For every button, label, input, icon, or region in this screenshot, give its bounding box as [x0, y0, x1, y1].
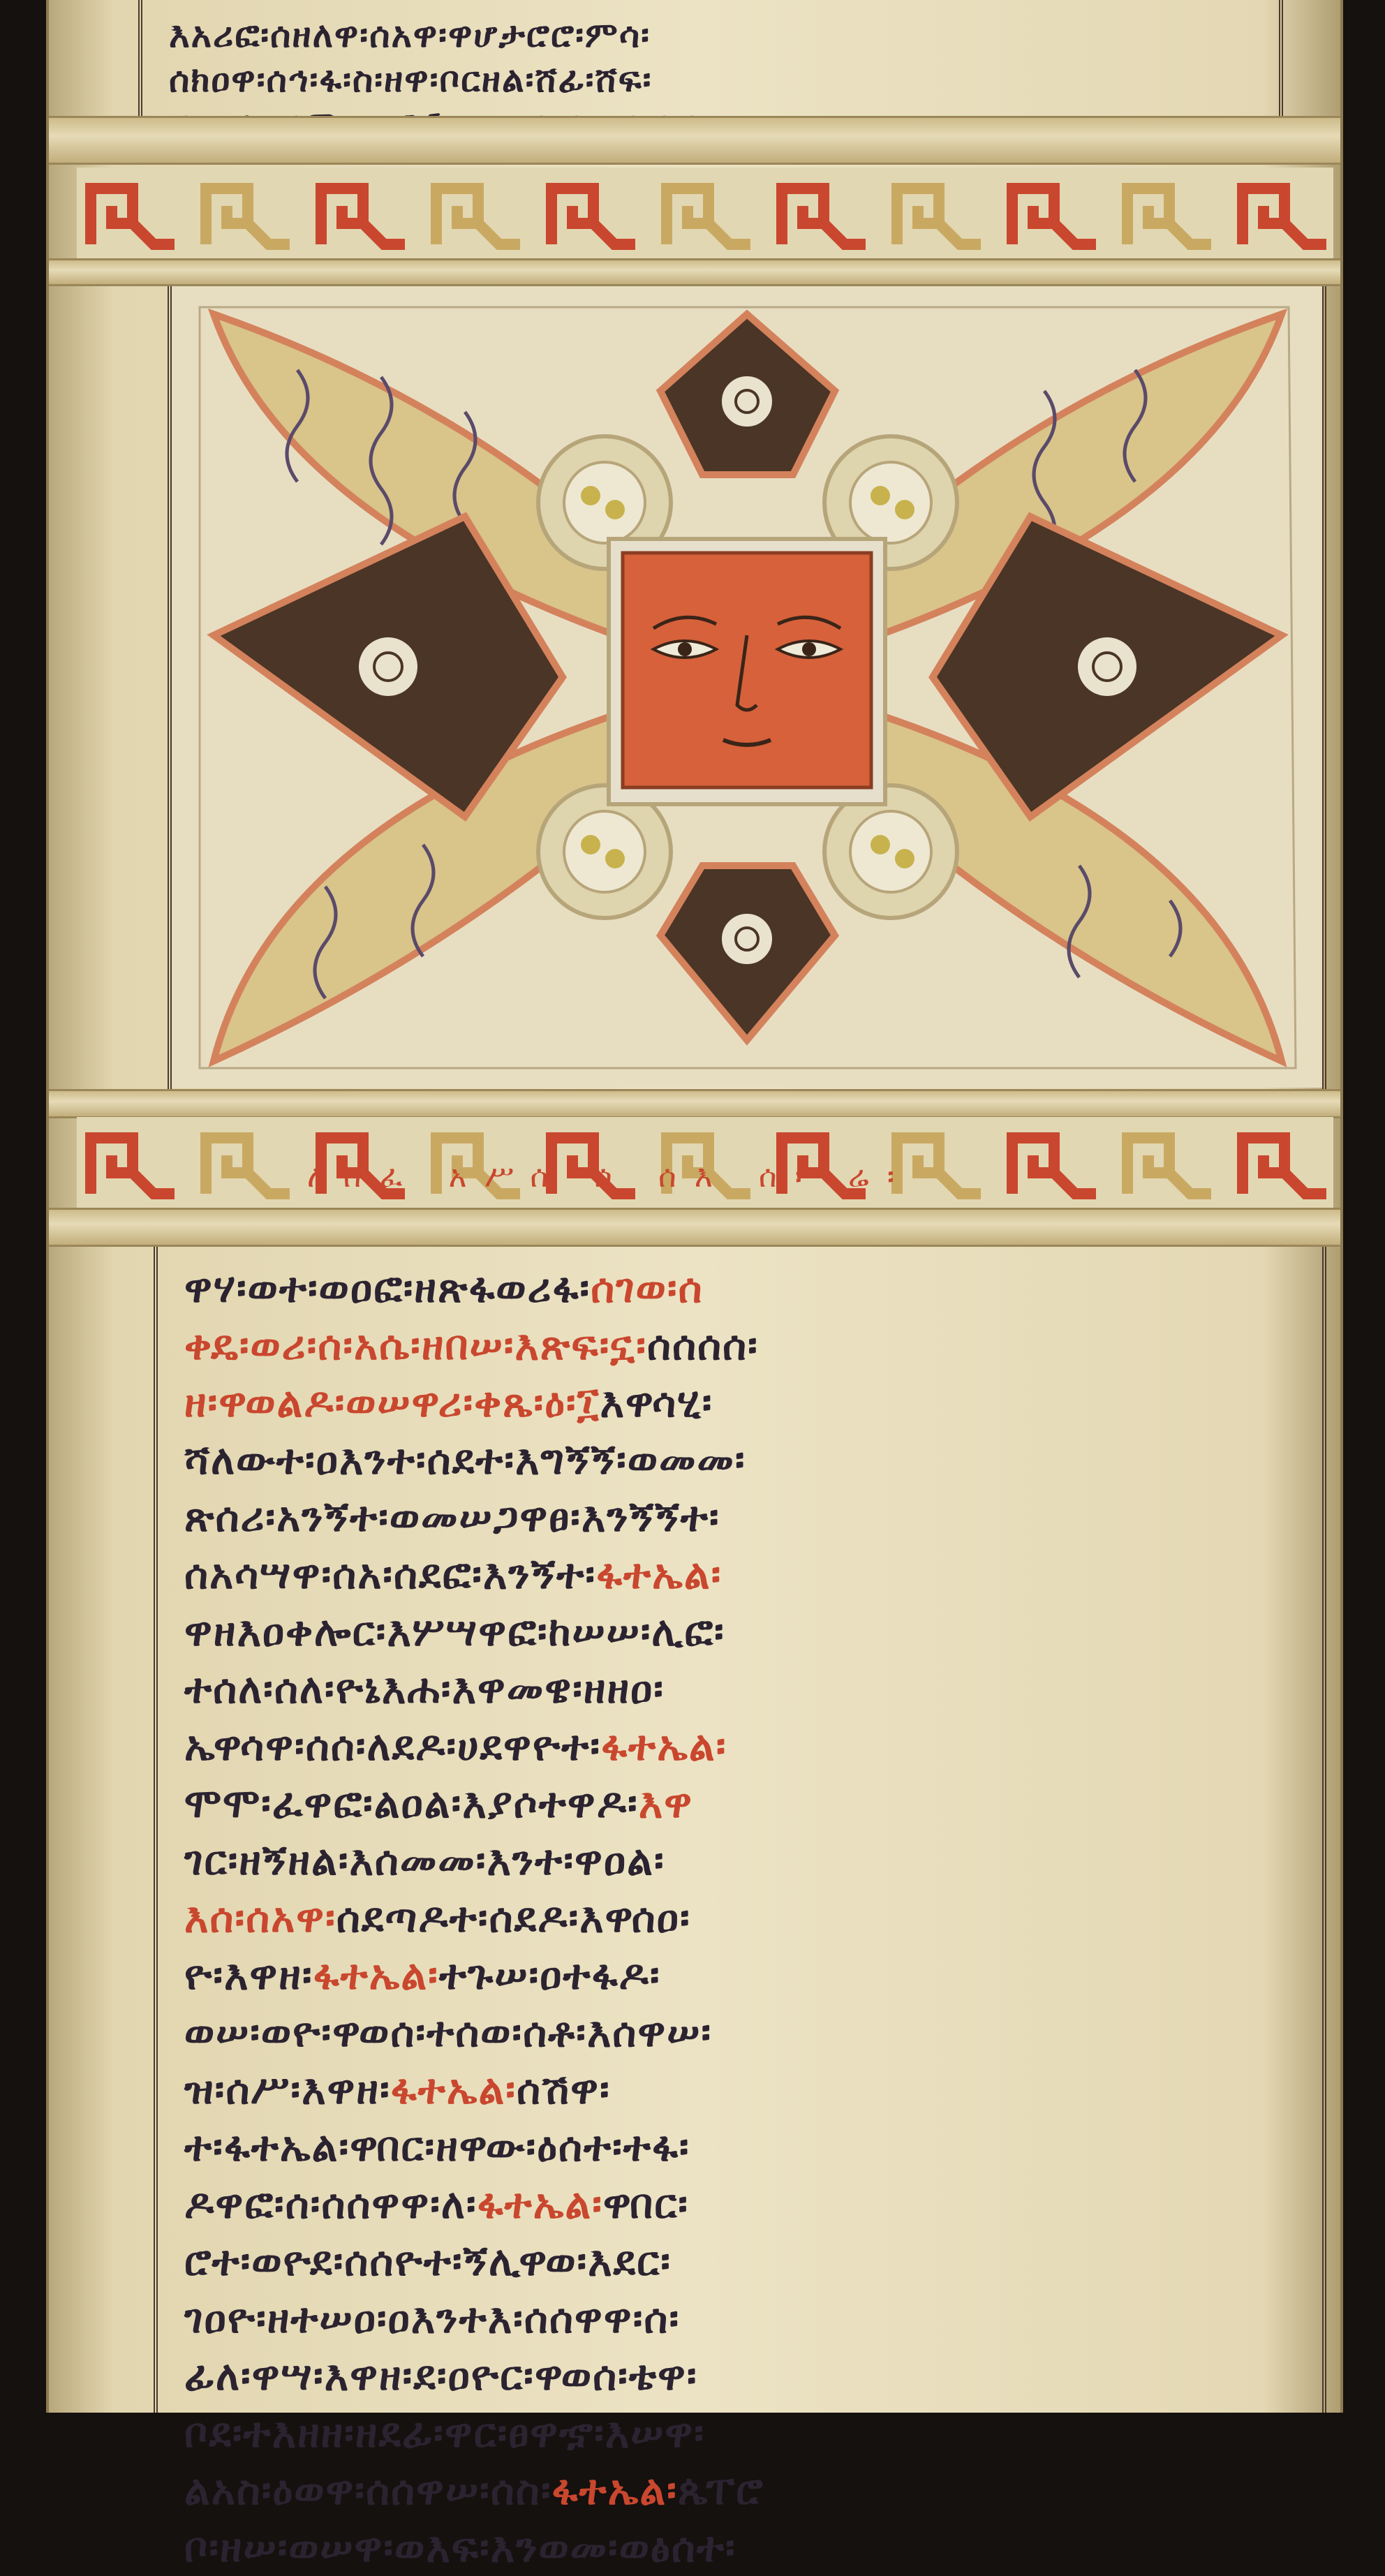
- main-text-line: [184, 2462, 1298, 2519]
- ink-text: ሻለውተ፡ዐእንተ፡ሰደተ፡እግኝኝ፡ወመመ፡: [184, 1436, 746, 1483]
- main-text-line: [184, 2233, 1298, 2290]
- main-text-line: [184, 1717, 1298, 1775]
- rubric-text: ቀዴ፡ወሪ፡ሰ፡አሴ፡ዘበሠ፡እጽፍ፡ኗ፡: [184, 1322, 647, 1369]
- ink-text: ዋዘእዐቀሎር፡እሦሣዋፎ፡ከሠሠ፡ሊፎ፡: [184, 1608, 725, 1655]
- rubric-text: ሰገወ፡ሰ: [591, 1264, 704, 1312]
- ink-text: ዶዋፎ፡ሰ፡ሰሰዋዋ፡ለ፡: [184, 2180, 477, 2228]
- ink-text: ገዐዮ፡ዘተሠዐ፡ዐእንተእ፡ሰሰዋዋ፡ሰ፡: [184, 2295, 681, 2342]
- ink-text: ዮ፡እዋዘ፡: [184, 1951, 313, 1999]
- top-text-line: ሰክዐዋ፡ሰኅ፡ፋ፡ስ፡ዘዋ፡ቦርዘል፡ሸፊ፡ሸፍ፡: [169, 59, 653, 100]
- angel-face-rosette: [172, 286, 1322, 1088]
- main-text-line: [184, 1603, 1298, 1660]
- text-top-band: [49, 1208, 1340, 1247]
- main-text-line: [184, 2404, 1298, 2462]
- eye-on-petal-left: [357, 636, 419, 697]
- rubric-text: ፋተኤል፡: [596, 1550, 723, 1598]
- eye-on-petal-top: [720, 375, 773, 428]
- rubric-text: ፋተኤል፡: [477, 2180, 603, 2228]
- main-text-line: [184, 1546, 1298, 1603]
- ink-text: ቦ፡ዘሠ፡ወሠዋ፡ወእፍ፡እንወመ፡ወፅሰተ፡: [184, 2524, 736, 2571]
- ink-text: ዋበር፡: [602, 2180, 689, 2228]
- main-text-line: [184, 2004, 1298, 2061]
- main-text-line: [184, 2347, 1298, 2404]
- ink-text: ሰደጣዶተ፡ሰደዶ፡እዋሰዐ፡: [336, 1894, 691, 1941]
- ink-text: ሰሽዋ፡: [516, 2066, 611, 2113]
- lower-frame-band: [49, 1089, 1340, 1118]
- face-eye-right: [802, 642, 816, 656]
- ink-text: ገር፡ዘኝዘል፡እሰመመ፡እንተ፡ዋዐል፡: [184, 1837, 665, 1884]
- main-text-line: [184, 2061, 1298, 2118]
- ink-text: ቦደ፡ተእዘዘ፡ዘደፊ፡ዋር፡ፀዋኇ፡እሠዋ፡: [184, 2409, 705, 2457]
- ink-text: ሮተ፡ወዮደ፡ሰሰዮተ፡ኝሊዋወ፡እደር፡: [184, 2237, 672, 2285]
- upper-frame-band: [49, 258, 1340, 286]
- rubric-text: ዘ፡ዋወልዶ፡ወሠዋሪ፡ቀጼ፡ዕ፡፲: [184, 1379, 600, 1426]
- rubric-text: ፋተኤል፡: [601, 1722, 727, 1770]
- ink-text: እዋሳሂ፡: [600, 1379, 713, 1426]
- main-text-panel: [154, 1247, 1326, 2571]
- main-text-line: [184, 1259, 1298, 1317]
- face-square: [623, 553, 871, 787]
- manuscript-scroll: [46, 0, 1343, 2571]
- ink-text: ሞሞ፡ፈዋፎ፡ልዐል፡እያሶተዋዶ፡: [184, 1779, 639, 1827]
- ink-text: ተጉሠ፡ዐተፋዶ፡: [438, 1951, 661, 1999]
- rubric-text: እዋ: [638, 1779, 694, 1827]
- eye-on-petal-bottom: [720, 912, 773, 965]
- illumination-figure: [168, 286, 1326, 1096]
- main-text-line: [184, 1889, 1298, 1946]
- ink-text: ጴፐሮ: [677, 2466, 764, 2514]
- meander-pattern-lower: [77, 1117, 1333, 1222]
- eye-on-petal-right: [1076, 636, 1138, 697]
- main-text-line: [184, 1660, 1298, 1717]
- ink-text: ሰአሳሣዋ፡ሰአ፡ሰደፎ፡እንኝተ፡: [184, 1550, 597, 1598]
- main-text-line: [184, 2519, 1298, 2576]
- main-text-line: [184, 2290, 1298, 2347]
- main-text-line: [184, 1775, 1298, 1832]
- ink-text: ተ፡ፋተኤል፡ዋበር፡ዘዋው፡ዕሰተ፡ተፋ፡: [184, 2123, 690, 2170]
- ink-text: ፊለ፡ዋሣ፡እዋዘ፡ደ፡ዐዮር፡ዋወሰ፡ቴዋ፡: [184, 2352, 698, 2399]
- main-text-line: [184, 2175, 1298, 2233]
- main-text-line: [184, 1317, 1298, 1374]
- band-glyph-text: ለሰፈ አሥሰ ሰ ሰእ ሰ፡ ሬ፡: [307, 1159, 913, 1194]
- ink-text: ልአስ፡ዕወዋ፡ሰሰዋሠ፡ሰስ፡: [184, 2466, 552, 2514]
- ink-text: ወሠ፡ወዮ፡ዋወሰ፡ተሰወ፡ሰቶ፡እሰዋሠ፡: [184, 2008, 713, 2056]
- ink-text: ዝ፡ሰሥ፡እዋዘ፡: [184, 2066, 391, 2113]
- ink-text: ጽሰሪ፡አንኝተ፡ወመሠጋዋፀ፡እንኝኝተ፡: [184, 1493, 720, 1541]
- ink-text: ዋሃ፡ወተ፡ወዐፎ፡ዘጽፋወሪፋ፡: [184, 1264, 591, 1312]
- rubric-text: እሰ፡ሰአዋ፡: [184, 1894, 336, 1941]
- rubric-text: ፋተኤል፡: [551, 2466, 678, 2514]
- ink-text: ተሰለ፡ሰለ፡ዮኔእሐ፡እዋመዌ፡ዘዘዐ፡: [184, 1665, 665, 1712]
- main-text-line: [184, 1488, 1298, 1546]
- ink-text: ሰሰሰሰ፡: [646, 1322, 759, 1369]
- face-eye-left: [678, 642, 692, 656]
- main-text-line: [184, 1431, 1298, 1488]
- rubric-text: ፋተኤል፡: [313, 1951, 439, 1999]
- lower-meander-border: [77, 1117, 1333, 1222]
- rubric-text: ፋተኤል፡: [390, 2066, 517, 2113]
- main-text-line: [184, 1374, 1298, 1431]
- main-text-line: [184, 2118, 1298, 2175]
- ink-text: ኤዋሳዋ፡ሰሰ፡ለደዶ፡ሀደዋዮተ፡: [184, 1722, 602, 1770]
- top-text-line: እአሪፎ፡ሰዘለዋ፡ሰአዋ፡ዋሆታሮሮ፡ምሳ፡: [169, 15, 651, 55]
- main-text-line: [184, 1832, 1298, 1889]
- main-text-line: [184, 1946, 1298, 2004]
- stitched-seam: [49, 116, 1340, 165]
